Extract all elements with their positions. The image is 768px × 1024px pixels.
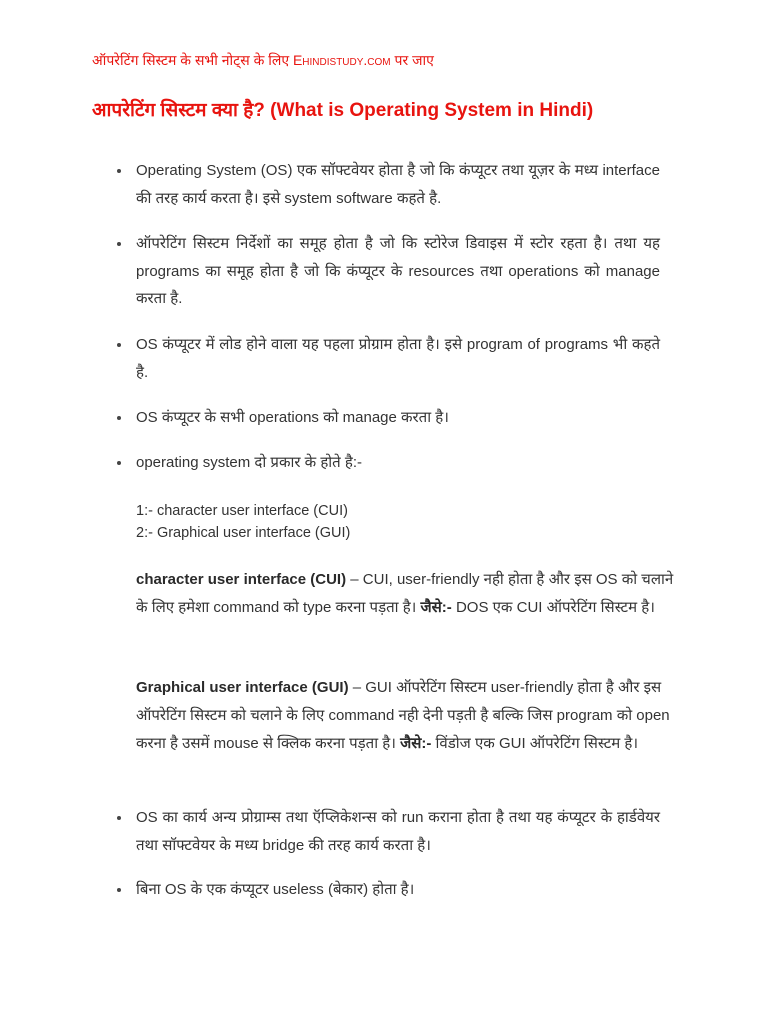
bullet-item (136, 449, 660, 477)
bullet-item (136, 230, 660, 313)
example-text: विंडोज एक GUI ऑपरेटिंग सिस्टम है। (435, 735, 639, 752)
definition-gui (136, 674, 681, 758)
page-title: आपरेटिंग सिस्टम क्या है? (What is Operating System in Hindi) (92, 100, 594, 121)
bullet-item (136, 331, 660, 386)
bullet-dot-icon (117, 816, 121, 820)
types-list-item: 2:- Graphical user interface (GUI) (136, 525, 351, 541)
bullet-item (136, 404, 660, 432)
definition-term: character user interface (CUI) (136, 571, 347, 588)
bullet-text: Operating System (OS) एक सॉफ्टवेयर होता है जो कि कंप्यूटर तथा यूज़र के मध्य interface की तरह कार्य करता है। इसे system software कहते है. (136, 162, 660, 207)
types-list-item: 1:- character user interface (CUI) (136, 503, 348, 519)
example-label: जैसे:- (420, 599, 452, 616)
header-note-suffix: पर जाए (394, 52, 434, 68)
bullet-dot-icon (117, 888, 121, 892)
types-list (136, 500, 350, 544)
bullet-item (136, 157, 660, 212)
definition-term: Graphical user interface (GUI) (136, 679, 349, 696)
bullet-dot-icon (117, 169, 121, 173)
bullet-dot-icon (117, 461, 121, 465)
bullet-dot-icon (117, 416, 121, 420)
header-note-prefix: ऑपरेटिंग सिस्टम के सभी नोट्स के लिए (92, 52, 290, 68)
bullet-text: बिना OS के एक कंप्यूटर useless (बेकार) होता है। (136, 881, 415, 898)
bullet-text: OS का कार्य अन्य प्रोग्राम्स तथा ऍप्लिकेशन्स को run कराना होता है तथा यह कंप्यूटर के हार्डवेयर तथा सॉफ्टवेयर के मध्य bridge की तरह कार्य करता है। (136, 809, 660, 854)
bullet-dot-icon (117, 242, 121, 246)
example-text: DOS एक CUI ऑपरेटिंग सिस्टम है। (455, 599, 655, 616)
header-note-site: Ehindistudy.com (292, 52, 391, 68)
bullet-item (136, 804, 660, 859)
bullet-dot-icon (117, 343, 121, 347)
header-note (92, 50, 434, 70)
bullet-text: ऑपरेटिंग सिस्टम निर्देशों का समूह होता है जो कि स्टोरेज डिवाइस में स्टोर रहता है। तथा यह programs का समूह होता है जो कि कंप्यूटर के resources तथा operations को manage करता है. (136, 235, 660, 307)
bullet-text: operating system दो प्रकार के होते है:- (136, 454, 363, 471)
definition-text: – CUI, user-friendly नही होता है और इस OS को चलाने के लिए हमेशा command को type करना पड़ता है। (136, 571, 674, 616)
example-label: जैसे:- (400, 735, 432, 752)
bullet-text: OS कंप्यूटर में लोड होने वाला यह पहला प्रोग्राम होता है। इसे program of programs भी कहते है. (136, 336, 660, 381)
bullet-item (136, 876, 660, 904)
definition-cui (136, 566, 681, 622)
definition-text: – GUI ऑपरेटिंग सिस्टम user-friendly होता है और इस ऑपरेटिंग सिस्टम को चलाने के लिए command नही देनी पड़ती है बल्कि जिस program को open करना है उसमें mouse से क्लिक करना पड़ता है। (136, 679, 670, 752)
bullet-text: OS कंप्यूटर के सभी operations को manage करता है। (136, 409, 449, 426)
